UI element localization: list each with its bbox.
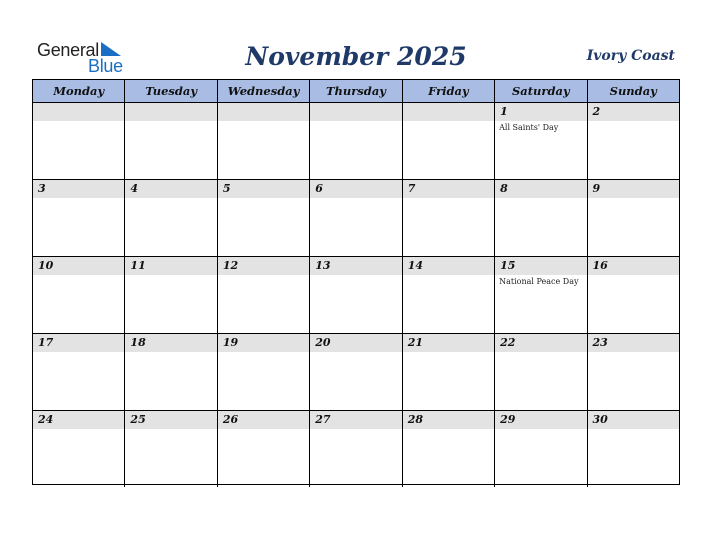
logo-text-blue: Blue (88, 56, 123, 76)
weekday-saturday: Saturday (495, 80, 587, 102)
day-cell (33, 257, 125, 333)
day-cell (125, 103, 217, 179)
day-number: 15 (500, 259, 516, 272)
day-cell (33, 334, 125, 410)
day-number-band (495, 180, 586, 198)
day-number: 29 (500, 413, 516, 426)
day-cell (403, 103, 495, 179)
day-number-band (33, 103, 124, 121)
day-cell (218, 103, 310, 179)
day-cell (33, 411, 125, 487)
day-number: 14 (407, 259, 423, 272)
day-number: 8 (500, 182, 508, 195)
day-cell (125, 180, 217, 256)
week-row (33, 411, 679, 487)
day-number-band (310, 411, 401, 429)
day-number-band (33, 411, 124, 429)
day-number-band (218, 103, 309, 121)
weekday-wednesday: Wednesday (218, 80, 310, 102)
day-number-band (218, 411, 309, 429)
day-cell (310, 334, 402, 410)
day-number-band (33, 257, 124, 275)
day-number-band (403, 103, 494, 121)
day-number-band (218, 180, 309, 198)
day-cell (495, 334, 587, 410)
day-number-band (495, 334, 586, 352)
day-number-band (588, 180, 679, 198)
day-number-band (125, 257, 216, 275)
day-number: 9 (592, 182, 601, 195)
weekday-tuesday: Tuesday (125, 80, 217, 102)
day-number: 23 (592, 336, 608, 349)
day-cell (403, 334, 495, 410)
country-name: Ivory Coast (586, 48, 675, 64)
day-number-band (588, 257, 679, 275)
day-cell (125, 257, 217, 333)
weekday-sunday: Sunday (609, 84, 657, 98)
day-number-band (125, 411, 216, 429)
day-number-band (495, 103, 586, 121)
day-number-band (125, 180, 216, 198)
day-number-band (588, 334, 679, 352)
calendar-grid (32, 79, 680, 485)
day-number-band (125, 103, 216, 121)
day-number: 12 (222, 259, 239, 272)
day-cell (310, 180, 402, 256)
day-number: 3 (38, 182, 46, 195)
day-cell (310, 257, 402, 333)
day-number: 2 (592, 105, 601, 118)
week-row (33, 103, 679, 180)
day-cell (125, 334, 217, 410)
day-cell (588, 180, 679, 256)
day-cell (403, 411, 495, 487)
day-number-band (403, 180, 494, 198)
day-number: 17 (38, 336, 54, 349)
day-number-band (310, 334, 401, 352)
day-cell (403, 257, 495, 333)
week-row (33, 180, 679, 257)
day-cell (218, 411, 310, 487)
day-number: 18 (130, 336, 146, 349)
day-number: 5 (222, 182, 231, 195)
day-cell (403, 180, 495, 256)
day-number-band (403, 334, 494, 352)
day-number: 25 (130, 413, 146, 426)
day-number-band (125, 334, 216, 352)
day-number-band (218, 257, 309, 275)
day-cell (495, 411, 587, 487)
day-cell (495, 257, 587, 333)
day-cell (495, 103, 587, 179)
day-number: 27 (315, 413, 331, 426)
day-cell (588, 411, 679, 487)
day-number-band (495, 257, 586, 275)
weekday-header (33, 80, 679, 103)
day-number-band (33, 180, 124, 198)
day-number: 4 (130, 182, 139, 195)
day-cell (588, 257, 679, 333)
day-cell (33, 103, 125, 179)
day-number: 28 (407, 413, 423, 426)
day-number-band (310, 103, 401, 121)
day-number: 24 (38, 413, 54, 426)
holiday-label: All Saints' Day (499, 123, 559, 132)
holiday-label: National Peace Day (499, 277, 579, 286)
day-number: 11 (130, 259, 146, 272)
weekday-thursday: Thursday (310, 80, 402, 102)
weeks-container (33, 103, 679, 487)
day-number-band (588, 411, 679, 429)
weekday-friday: Friday (403, 80, 495, 102)
logo-text-general: General (37, 40, 99, 60)
day-number-band (310, 180, 401, 198)
day-number-band (310, 257, 401, 275)
day-number: 1 (500, 105, 508, 118)
week-row (33, 257, 679, 334)
day-number-band (403, 257, 494, 275)
day-number: 22 (500, 336, 516, 349)
day-number-band (495, 411, 586, 429)
day-number: 30 (592, 413, 608, 426)
day-cell (588, 334, 679, 410)
day-number: 13 (315, 259, 331, 272)
day-cell (218, 334, 310, 410)
day-number-band (588, 103, 679, 121)
day-number: 21 (407, 336, 423, 349)
day-number-band (33, 334, 124, 352)
day-number: 7 (407, 182, 416, 195)
day-number-band (403, 411, 494, 429)
calendar-title: November 2025 (245, 42, 467, 71)
day-number: 20 (315, 336, 331, 349)
day-cell (218, 257, 310, 333)
day-cell (218, 180, 310, 256)
week-row (33, 334, 679, 411)
day-number: 16 (592, 259, 608, 272)
day-cell (495, 180, 587, 256)
day-cell (310, 411, 402, 487)
day-cell (310, 103, 402, 179)
day-number-band (218, 334, 309, 352)
day-cell (588, 103, 679, 179)
day-number: 10 (38, 259, 54, 272)
day-cell (125, 411, 217, 487)
day-number: 6 (315, 182, 323, 195)
day-number: 26 (222, 413, 239, 426)
weekday-monday: Monday (33, 80, 125, 102)
day-number: 19 (222, 336, 239, 349)
day-cell (33, 180, 125, 256)
